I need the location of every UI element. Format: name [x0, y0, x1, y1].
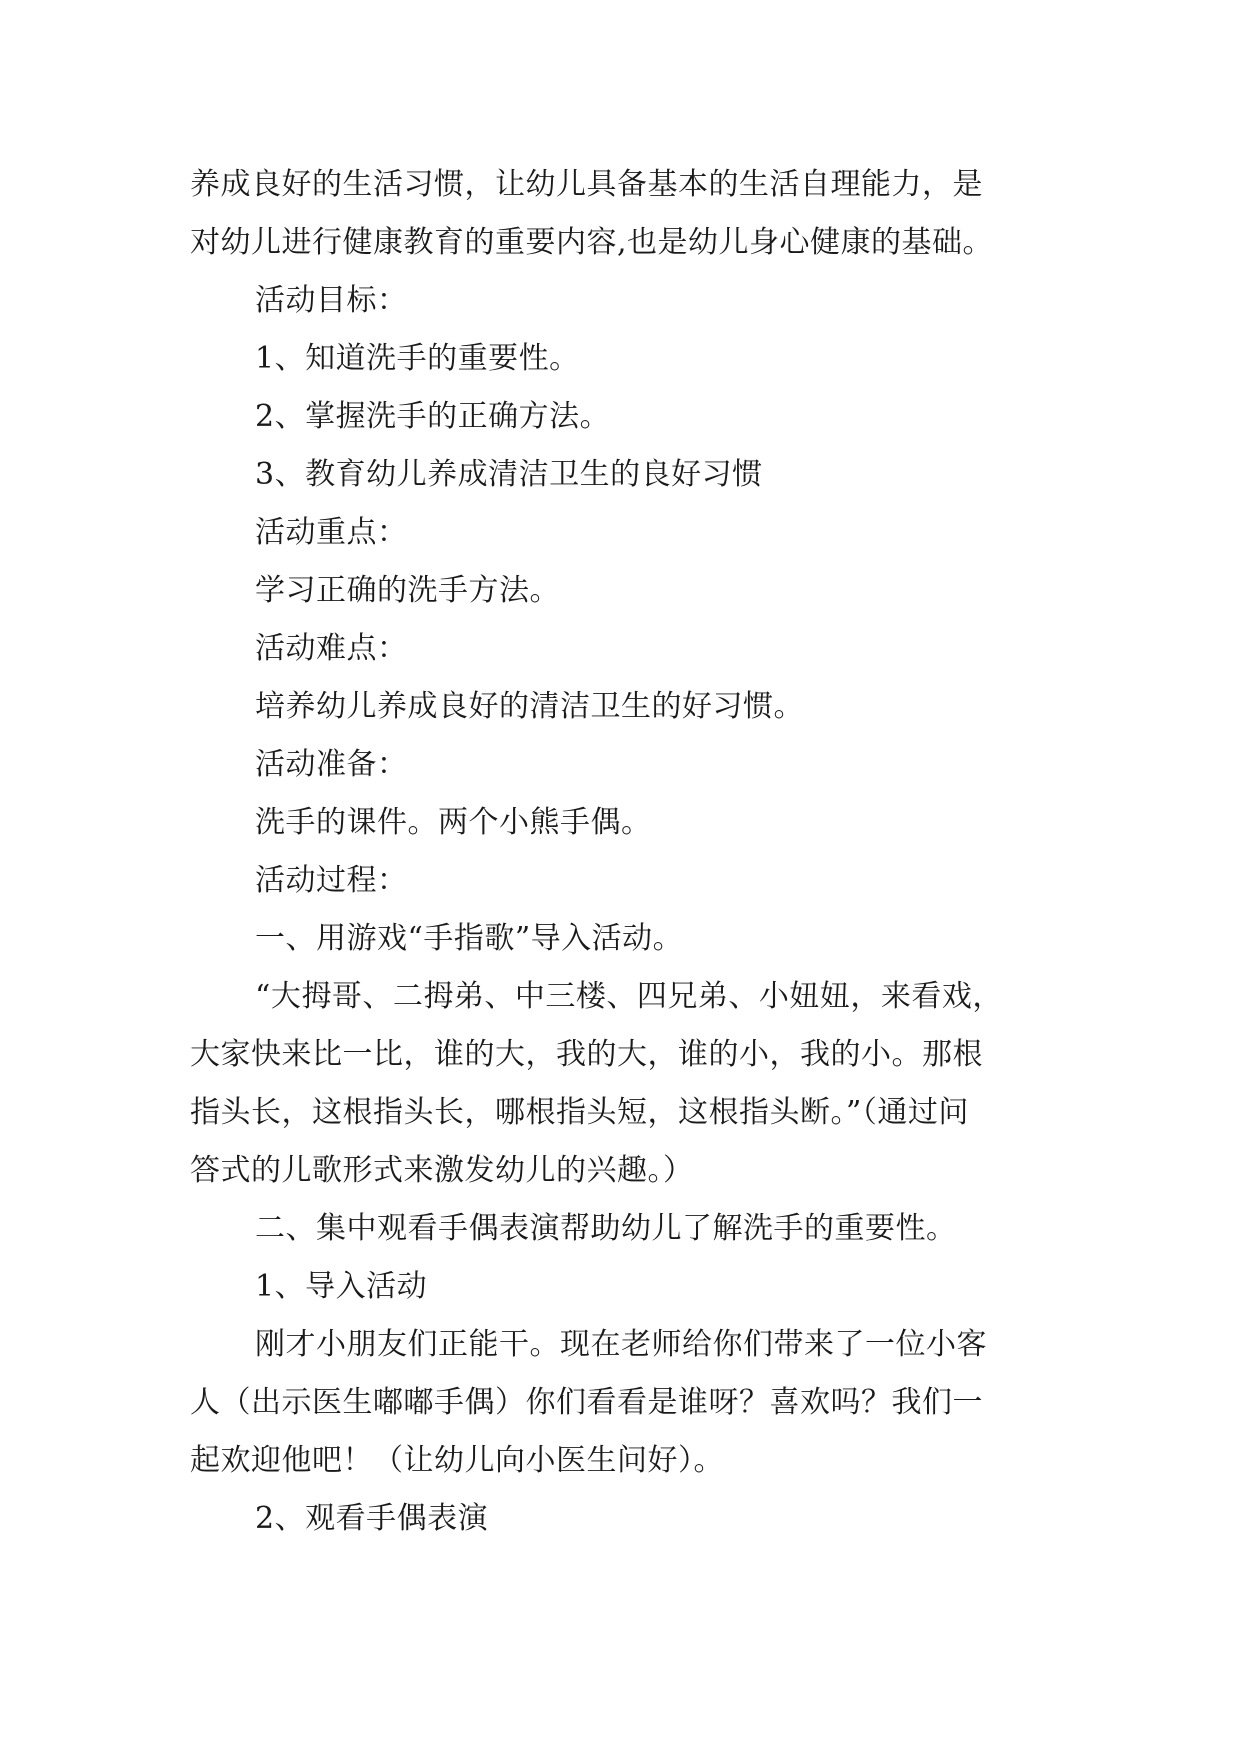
section-heading-focus: 活动重点： — [255, 515, 408, 550]
text-line: 大家快来比一比，谁的大，我的大，谁的小，我的小。那根 — [190, 1037, 983, 1072]
text-line: 学习正确的洗手方法。 — [255, 573, 560, 608]
section-heading-goals: 活动目标： — [255, 283, 408, 318]
list-item: 2、观看手偶表演 — [255, 1501, 489, 1536]
text-line: 对幼儿进行健康教育的重要内容,也是幼儿身心健康的基础。 — [190, 225, 994, 260]
text-line: 答式的儿歌形式来激发幼儿的兴趣。） — [190, 1153, 694, 1188]
section-heading-preparation: 活动准备： — [255, 747, 408, 782]
text-line: 起欢迎他吧！（让幼儿向小医生问好）。 — [190, 1443, 724, 1478]
text-line: 培养幼儿养成良好的清洁卫生的好习惯。 — [255, 689, 804, 724]
section-heading-difficulty: 活动难点： — [255, 631, 408, 666]
text-line: 指头长，这根指头长，哪根指头短，这根指头断。”（通过问 — [190, 1095, 969, 1130]
text-line: 刚才小朋友们正能干。现在老师给你们带来了一位小客 — [255, 1327, 987, 1362]
list-item: 1、知道洗手的重要性。 — [255, 341, 580, 376]
text-line: 洗手的课件。两个小熊手偶。 — [255, 805, 652, 840]
text-line: 养成良好的生活习惯，让幼儿具备基本的生活自理能力，是 — [190, 167, 983, 202]
text-line: “大拇哥、二拇弟、中三楼、四兄弟、小妞妞，来看戏， — [255, 979, 1003, 1014]
section-heading-process: 活动过程： — [255, 863, 408, 898]
list-item: 2、掌握洗手的正确方法。 — [255, 399, 611, 434]
list-item: 3、教育幼儿养成清洁卫生的良好习惯 — [255, 457, 763, 492]
step-heading: 一、用游戏“手指歌”导入活动。 — [255, 921, 684, 956]
step-heading: 二、集中观看手偶表演帮助幼儿了解洗手的重要性。 — [255, 1211, 957, 1246]
list-item: 1、导入活动 — [255, 1269, 428, 1304]
text-line: 人（出示医生嘟嘟手偶）你们看看是谁呀？喜欢吗？我们一 — [190, 1385, 983, 1420]
